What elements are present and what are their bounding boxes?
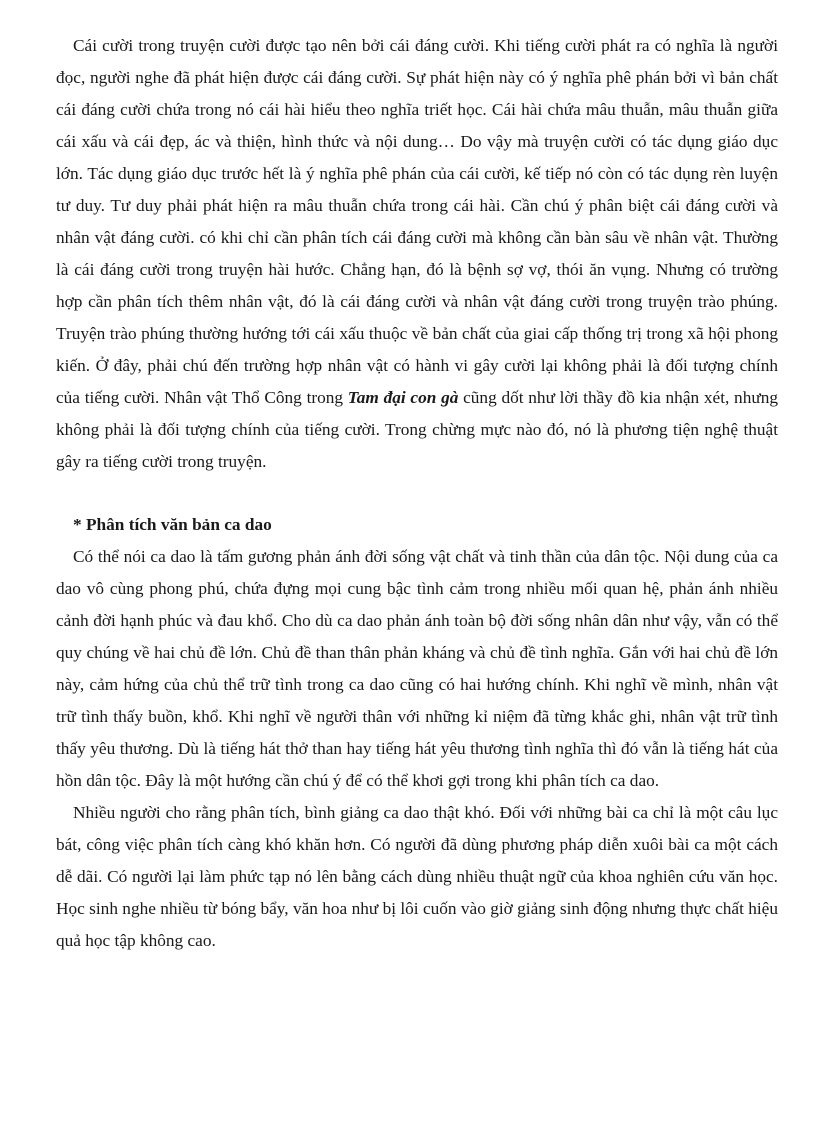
section-spacer xyxy=(56,478,778,509)
document-page xyxy=(56,30,778,957)
work-title: Tam đại con gà xyxy=(347,388,459,407)
paragraph-ca-dao-intro: Có thể nói ca dao là tấm gương phản ánh đời sống vật chất và tinh thần của dân tộc. Nội dung của ca dao vô cùng phong phú, chứa đựng mọi cung bậc tình cảm trong nhiều mối quan hệ, phản ánh nhiều cảnh đời hạnh phúc và đau khổ. Cho dù ca dao phản ánh toàn bộ đời sống nhân dân như vậy, vẫn có thể quy chúng về hai chủ đề lớn. Chủ đề than thân phản kháng và chủ đề tình nghĩa. Gắn với hai chủ đề lớn này, cảm hứng của chủ thể trữ tình trong ca dao cũng có hai hướng chính. Khi nghĩ về mình, nhân vật trữ tình thấy buồn, khổ. Khi nghĩ về người thân với những kỉ niệm đã từng khắc ghi, nhân vật trữ tình thấy yêu thương. Dù là tiếng hát thở than hay tiếng hát yêu thương tình nghĩa thì đó vẫn là tiếng hát của hồn dân tộc. Đây là một hướng cần chú ý để có thể khơi gợi trong khi phân tích ca dao. xyxy=(56,547,778,790)
paragraph-text: cũng dốt như lời thầy đồ kia nhận xét, nhưng không phải là đối tượng chính của tiếng cười. Trong chừng mực nào đó, nó là phương tiện nghệ thuật gây ra tiếng cười trong truyện. xyxy=(56,388,778,471)
paragraph-truyen-cuoi xyxy=(56,30,778,478)
paragraph-ca-dao-analysis: Nhiều người cho rằng phân tích, bình giảng ca dao thật khó. Đối với những bài ca chỉ là một câu lục bát, công việc phân tích càng khó khăn hơn. Có người đã dùng phương pháp diễn xuôi bài ca một cách dễ dãi. Có người lại làm phức tạp nó lên bằng cách dùng nhiều thuật ngữ của khoa nghiên cứu văn học. Học sinh nghe nhiều từ bóng bẩy, văn hoa như bị lôi cuốn vào giờ giảng sinh động nhưng thực chất hiệu quả học tập không cao. xyxy=(56,803,778,950)
paragraph-text: Cái cười trong truyện cười được tạo nên bởi cái đáng cười. Khi tiếng cười phát ra có nghĩa là người đọc, người nghe đã phát hiện được cái đáng cười. Sự phát hiện này có ý nghĩa phê phán bởi vì bản chất cái đáng cười chứa trong nó cái hài hiểu theo nghĩa triết học. Cái hài chứa mâu thuẫn, mâu thuẫn giữa cái xấu và cái đẹp, ác và thiện, hình thức và nội dung… Do vậy mà truyện cười có tác dụng giáo dục lớn. Tác dụng giáo dục trước hết là ý nghĩa phê phán của cái cười, kế tiếp nó còn có tác dụng rèn luyện tư duy. Tư duy phải phát hiện ra mâu thuẫn chứa trong cái hài. Cần chú ý phân biệt cái đáng cười và nhân vật đáng cười. có khi chỉ cần phân tích cái đáng cười mà không cần bàn sâu về nhân vật. Thường là cái đáng cười trong truyện hài hước. Chẳng hạn, đó là bệnh sợ vợ, thói ăn vụng. Nhưng có trường hợp cần phân tích thêm nhân vật, đó là cái đáng cười và nhân vật đáng cười trong truyện trào phúng. Truyện trào phúng thường hướng tới cái xấu thuộc về bản chất của giai cấp thống trị trong xã hội phong kiến. Ở đây, phải chú đến trường hợp nhân vật có hành vi gây cười lại không phải là đối tượng chính của tiếng cười. Nhân vật Thổ Công trong xyxy=(56,36,778,407)
section-heading: * Phân tích văn bản ca dao xyxy=(73,515,272,534)
